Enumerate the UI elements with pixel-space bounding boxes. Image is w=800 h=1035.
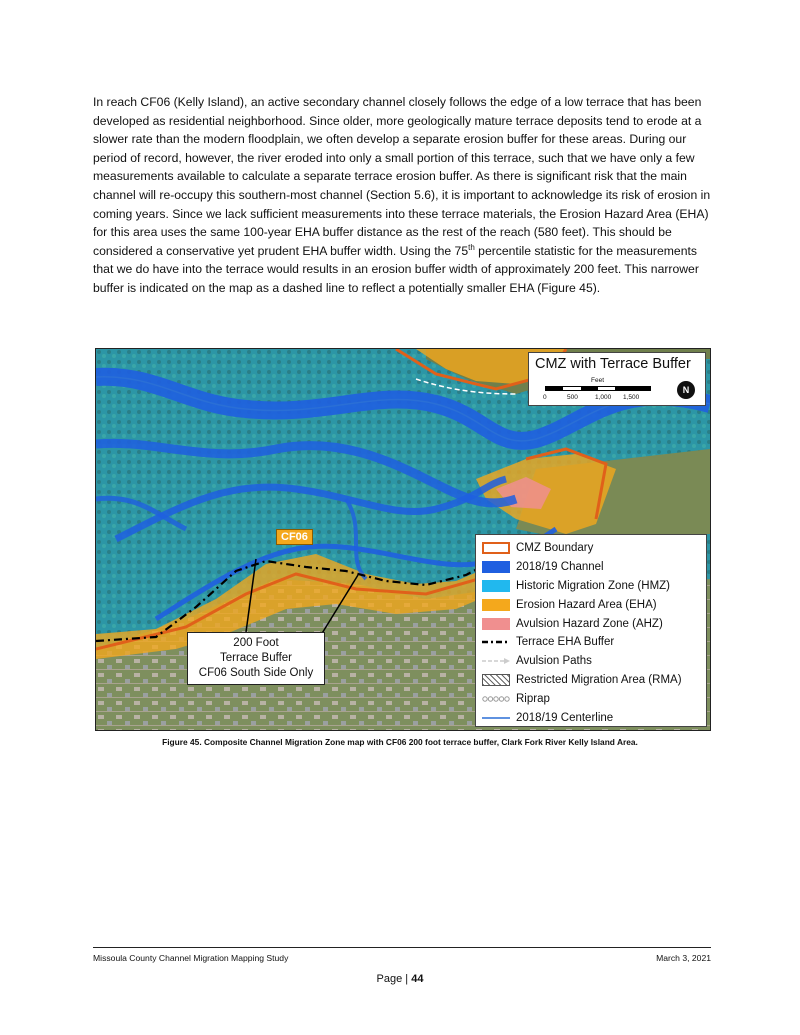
eha-swatch-icon bbox=[482, 599, 510, 611]
scale-unit: Feet bbox=[591, 377, 605, 384]
footer-date: March 3, 2021 bbox=[656, 953, 711, 963]
legend-item-eha bbox=[482, 595, 706, 614]
paragraph-text-1: In reach CF06 (Kelly Island), an active secondary channel closely follows the edge of a low terrace that has been developed as residential neighborhood. Since older, more geologically mature terrace deposits tend to erode at a slower rate than the modern floodplain, we often develop a separate erosion buffer for these areas. During our period of record, however, the river eroded into only a small portion of this terrace, such that we have only a few measurements available to calculate a separate terrace erosion buffer. As there is significant risk that the main channel will re-occupy this southern-most channel (Section 5.6), it is important to acknowledge its risk of erosion in coming years. Since we lack sufficient measurements into these terrace materials, the Erosion Hazard Area (EHA) for this area uses the same 100-year EHA buffer distance as the rest of the reach (580 feet). This should be considered a conservative yet prudent EHA buffer width. Using the 75 bbox=[93, 95, 711, 258]
footer-title: Missoula County Channel Migration Mapping Study bbox=[93, 953, 289, 963]
arrow-dashed-icon bbox=[482, 655, 510, 667]
callout-line-2: Terrace Buffer bbox=[219, 652, 292, 664]
figure-caption: Figure 45. Composite Channel Migration Zone map with CF06 200 foot terrace buffer, Clark Fork River Kelly Island Area. bbox=[162, 737, 638, 747]
legend-label: Erosion Hazard Area (EHA) bbox=[516, 598, 657, 611]
terrace-callout bbox=[187, 632, 325, 685]
paragraph-text-2: percentile statistic for the measurements that we do have into the terrace would results in an erosion buffer width of approximately 200 feet. This narrower buffer is indicated on the map as a dashed line to reflect a potentially smaller EHA (Figure 45). bbox=[93, 243, 699, 295]
hmz-swatch-icon bbox=[482, 580, 510, 592]
callout-line-3: CF06 South Side Only bbox=[198, 667, 314, 679]
page-prefix: Page | bbox=[376, 973, 412, 985]
scale-bar bbox=[545, 386, 651, 391]
legend-label: Historic Migration Zone (HMZ) bbox=[516, 579, 670, 592]
scale-tick-2: 1,000 bbox=[595, 394, 612, 401]
legend-item-cmz-boundary bbox=[482, 539, 706, 558]
map-legend bbox=[475, 534, 707, 727]
figure-map bbox=[95, 348, 711, 731]
legend-item-rma bbox=[482, 671, 706, 690]
legend-item-terrace-buffer bbox=[482, 633, 706, 652]
dash-dot-line-icon bbox=[482, 636, 510, 648]
riprap-line-icon bbox=[482, 693, 510, 705]
reach-label: CF06 bbox=[276, 529, 313, 545]
legend-item-channel bbox=[482, 558, 706, 577]
legend-item-avulsion-paths bbox=[482, 652, 706, 671]
ahz-swatch-icon bbox=[482, 618, 510, 630]
page-number-value: 44 bbox=[411, 973, 424, 985]
body-paragraph bbox=[93, 93, 711, 298]
legend-label: 2018/19 Centerline bbox=[516, 711, 614, 724]
legend-label: Restricted Migration Area (RMA) bbox=[516, 673, 682, 686]
legend-label: Avulsion Paths bbox=[516, 655, 592, 668]
page-number bbox=[0, 973, 800, 985]
centerline-icon bbox=[482, 712, 510, 724]
channel-swatch-icon bbox=[482, 561, 510, 573]
scale-tick-1: 500 bbox=[567, 394, 578, 401]
legend-label: Riprap bbox=[516, 692, 550, 705]
footer-divider bbox=[93, 947, 711, 948]
legend-label: CMZ Boundary bbox=[516, 542, 594, 555]
legend-item-hmz bbox=[482, 577, 706, 596]
legend-label: Avulsion Hazard Zone (AHZ) bbox=[516, 617, 663, 630]
scale-tick-0: 0 bbox=[543, 394, 547, 401]
callout-line-1: 200 Foot bbox=[233, 637, 279, 649]
legend-item-riprap bbox=[482, 689, 706, 708]
map-title: CMZ with Terrace Buffer bbox=[535, 356, 691, 372]
paragraph-superscript: th bbox=[468, 242, 475, 252]
north-arrow-icon: N bbox=[677, 381, 695, 399]
hatch-swatch-icon bbox=[482, 674, 510, 686]
cmz-boundary-swatch-icon bbox=[482, 542, 510, 554]
legend-item-ahz bbox=[482, 614, 706, 633]
map-title-box bbox=[528, 352, 706, 406]
legend-item-centerline bbox=[482, 708, 706, 727]
scale-tick-3: 1,500 bbox=[623, 394, 640, 401]
legend-label: Terrace EHA Buffer bbox=[516, 636, 615, 649]
legend-label: 2018/19 Channel bbox=[516, 561, 604, 574]
